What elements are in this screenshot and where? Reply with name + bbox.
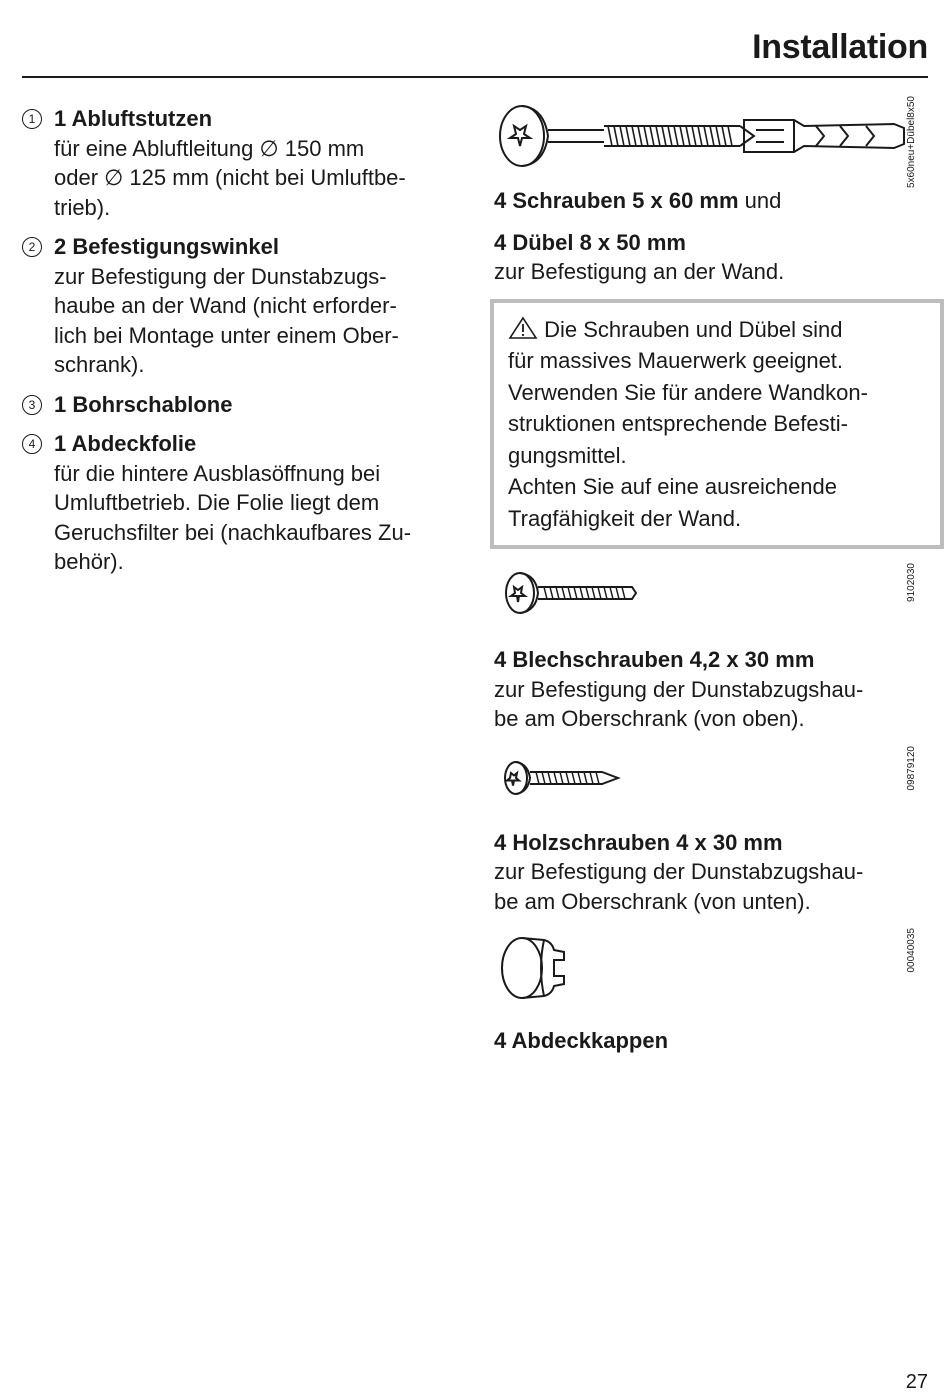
- figure-code: 9102030: [905, 563, 917, 602]
- wood-screw-figure: [494, 746, 934, 816]
- item-number: 4: [22, 434, 42, 454]
- sheet-screws-paragraph: [494, 645, 934, 734]
- item-title: 1 Abluftstutzen: [54, 106, 213, 131]
- list-item: [22, 232, 462, 380]
- item-line: oder ∅ 125 mm (nicht bei Umluftbe-: [54, 165, 406, 190]
- screws-paragraph: [494, 186, 934, 216]
- warning-line: Tragfähigkeit der Wand.: [508, 505, 742, 531]
- wood-screws-title: 4 Holzschrauben 4 x 30 mm: [494, 829, 783, 855]
- item-number: 3: [22, 395, 42, 415]
- item-number: 1: [22, 109, 42, 129]
- item-line: für eine Abluftleitung ∅ 150 mm: [54, 135, 365, 161]
- warning-line: für massives Mauerwerk geeignet.: [508, 348, 844, 373]
- sheet-metal-screw-icon: [494, 563, 654, 619]
- sheet-metal-screw-figure: [494, 563, 934, 635]
- item-line: trieb).: [54, 194, 111, 220]
- warning-line: Achten Sie auf eine ausreichende: [508, 474, 838, 499]
- item-line: behör).: [54, 549, 124, 574]
- cover-cap-icon: [494, 928, 584, 1002]
- item-line: Geruchsfilter bei (nachkaufbares Zu-: [54, 519, 412, 545]
- figure-code: 5x60neu+Dübel8x50: [905, 96, 917, 189]
- sheet-screws-line: zur Befestigung der Dunstabzugshau-: [494, 676, 864, 702]
- caps-paragraph: [494, 1026, 934, 1056]
- figure-code: 00040035: [905, 928, 917, 973]
- warning-line: Die Schrauben und Dübel sind: [508, 315, 926, 345]
- item-title: 1 Abdeckfolie: [54, 431, 197, 456]
- cover-cap-figure: [494, 928, 934, 1012]
- dowels-title: 4 Dübel 8 x 50 mm: [494, 229, 686, 255]
- wood-screws-paragraph: [494, 828, 934, 917]
- list-item: [22, 429, 462, 577]
- item-line: schrank).: [54, 352, 145, 377]
- right-column: [494, 96, 934, 1068]
- figure-code: 09879120: [905, 745, 917, 790]
- item-line: für die hintere Ausblasöffnung bei: [54, 460, 381, 486]
- warning-line: gungsmittel.: [508, 442, 627, 468]
- screw-dowel-icon: [494, 96, 914, 172]
- item-title: 2 Befestigungswinkel: [54, 234, 279, 259]
- warning-line: struktionen entsprechende Befesti-: [508, 411, 848, 436]
- warning-line: Verwenden Sie für andere Wandkon-: [508, 379, 868, 405]
- sheet-screws-line: be am Oberschrank (von oben).: [494, 706, 805, 731]
- item-title: 1 Bohrschablone: [54, 391, 233, 417]
- wood-screws-line: zur Befestigung der Dunstabzugshau-: [494, 859, 864, 884]
- wood-screws-line: be am Oberschrank (von unten).: [494, 888, 811, 914]
- page-number: 27: [905, 1371, 928, 1393]
- caps-title: 4 Abdeckkappen: [494, 1028, 669, 1053]
- item-line: Umluftbetrieb. Die Folie liegt dem: [54, 490, 380, 515]
- dowels-text: zur Befestigung an der Wand.: [494, 259, 785, 284]
- screw-dowel-figure: [494, 96, 934, 189]
- wood-screw-icon: [494, 746, 644, 802]
- dowels-paragraph: [494, 228, 934, 287]
- screws-suffix: und: [738, 188, 782, 213]
- sheet-screws-title: 4 Blechschrauben 4,2 x 30 mm: [494, 647, 815, 672]
- screws-title: 4 Schrauben 5 x 60 mm: [494, 188, 739, 213]
- warning-triangle-icon: [508, 316, 538, 340]
- item-line: zur Befestigung der Dunstabzugs-: [54, 263, 387, 289]
- left-column: [22, 104, 462, 587]
- header-rule: [22, 76, 928, 78]
- warning-box: [490, 299, 944, 550]
- item-number: 2: [22, 237, 42, 257]
- item-line: haube an der Wand (nicht erforder-: [54, 293, 397, 318]
- item-line: lich bei Montage unter einem Ober-: [54, 322, 399, 348]
- page-title: Installation: [752, 28, 928, 66]
- list-item: [22, 390, 462, 420]
- list-item: [22, 104, 462, 222]
